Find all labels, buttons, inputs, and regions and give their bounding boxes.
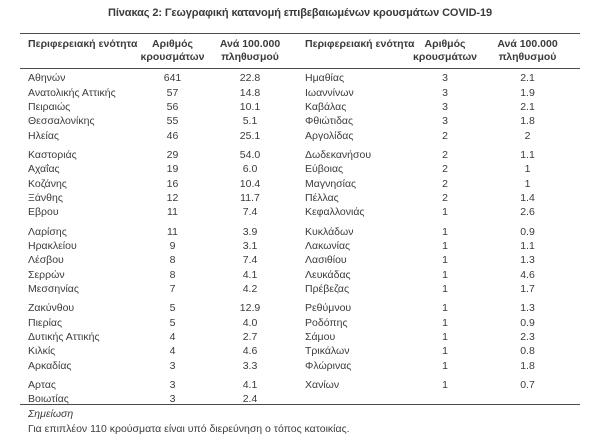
per100k-cell: 1.8 [520, 115, 535, 128]
table-title: Πίνακας 2: Γεωγραφική κατανομή επιβεβαιωμένων κρουσμάτων COVID-19 [107, 7, 493, 19]
per100k-cell: 0.9 [520, 316, 535, 329]
region-cell: Ζακύνθου [28, 302, 75, 315]
table-row [20, 330, 580, 344]
per100k-cell: 2.7 [242, 331, 258, 344]
table-row [20, 253, 580, 267]
note-label: Σημείωση [28, 408, 74, 420]
per100k-cell: 7.4 [242, 206, 258, 219]
per100k-cell: 3.9 [242, 225, 258, 238]
cases-cell: 1 [442, 268, 448, 281]
cases-cell: 4 [169, 345, 176, 358]
region-cell: Σερρών [28, 268, 65, 281]
cases-cell: 29 [166, 148, 179, 161]
region-cell: Τρικάλων [305, 345, 350, 358]
per100k-cell: 1.7 [520, 282, 535, 295]
table-row [20, 148, 580, 162]
cases-cell: 2 [442, 129, 448, 142]
per100k-cell: 0.7 [520, 379, 535, 392]
region-cell: Ρεθύμνου [305, 302, 352, 315]
header-cases-right-line2: κρουσμάτων [412, 50, 478, 63]
table-row [20, 114, 580, 128]
cases-cell: 1 [442, 331, 448, 344]
region-cell: Θεσσαλονίκης [28, 115, 95, 128]
cases-cell: 19 [166, 163, 179, 176]
header-region-left [20, 38, 140, 63]
per100k-cell: 4.0 [242, 316, 258, 329]
header-region-left-label: Περιφερειακή ενότητα [28, 38, 138, 50]
per100k-cell: 1.9 [520, 86, 535, 99]
region-cell: Κοζάνης [28, 177, 67, 190]
table-row [20, 191, 580, 205]
per100k-cell: 1.3 [520, 302, 535, 315]
table-row [20, 378, 580, 392]
cases-cell: 7 [169, 282, 176, 295]
per100k-cell: 1.1 [520, 239, 535, 252]
region-cell: Λαρίσης [28, 225, 67, 238]
table-row [20, 85, 580, 99]
header-per100k-left-line1: Ανά 100.000 [219, 38, 281, 50]
per100k-cell: 1.1 [520, 148, 535, 161]
cases-cell: 3 [169, 359, 176, 372]
per100k-cell: 2.1 [520, 72, 535, 85]
cases-cell: 5 [169, 316, 176, 329]
cases-cell: 5 [169, 302, 176, 315]
region-cell: Σάμου [305, 331, 336, 344]
cases-cell: 2 [442, 163, 448, 176]
region-cell: Κεφαλλονιάς [305, 206, 365, 219]
region-cell: Χανίων [305, 379, 340, 392]
header-cases-left [140, 38, 205, 63]
cases-cell: 3 [169, 379, 176, 392]
region-cell: Δυτικής Αττικής [28, 331, 100, 344]
per100k-cell: 6.0 [242, 163, 258, 176]
per100k-cell: 2.6 [520, 206, 535, 219]
region-cell: Πειραιώς [28, 100, 71, 113]
region-cell: Πέλλας [305, 191, 339, 204]
cases-cell: 16 [166, 177, 179, 190]
region-cell: Αχαΐας [28, 163, 60, 176]
per100k-cell: 11.7 [240, 191, 260, 204]
per100k-cell: 54.0 [239, 148, 261, 161]
per100k-cell: 2.3 [520, 331, 535, 344]
cases-cell: 2 [442, 177, 448, 190]
table-row [20, 267, 580, 281]
region-cell: Κιλκίς [28, 345, 56, 358]
table-header [20, 33, 580, 69]
region-cell: Φλώρινας [305, 359, 352, 372]
table-footer [20, 404, 580, 435]
region-cell: Φθιώτιδας [305, 115, 354, 128]
per100k-cell: 7.4 [242, 254, 258, 267]
table-row [20, 128, 580, 142]
table-row [20, 316, 580, 330]
per100k-cell: 2.4 [242, 393, 258, 406]
per100k-cell: 1.3 [520, 254, 535, 267]
cases-cell: 1 [442, 254, 448, 267]
cases-cell: 55 [166, 115, 179, 128]
cases-cell: 1 [442, 282, 448, 295]
cases-cell: 1 [442, 316, 448, 329]
per100k-cell: 4.1 [242, 379, 258, 392]
per100k-cell: 4.1 [242, 268, 258, 281]
region-cell: Δωδεκανήσου [305, 148, 372, 161]
per100k-cell: 14.8 [239, 86, 261, 99]
table-row [20, 71, 580, 85]
region-cell: Αθηνών [28, 72, 66, 85]
note-text: Για επιπλέον 110 κρούσματα είναι υπό διερεύνηση ο τόπος κατοικίας. [28, 423, 350, 435]
region-cell: Κυκλάδων [305, 225, 354, 238]
region-cell: Εύβοιας [305, 163, 344, 176]
per100k-cell: 0.9 [520, 225, 535, 238]
cases-cell: 1 [442, 302, 448, 315]
cases-cell: 56 [166, 100, 179, 113]
header-per100k-right [475, 38, 580, 63]
per100k-cell: 4.6 [242, 345, 258, 358]
region-cell: Πρέβεζας [305, 282, 350, 295]
per100k-cell: 22.8 [239, 72, 261, 85]
cases-cell: 57 [166, 86, 179, 99]
header-region-right-label: Περιφερειακή ενότητα [305, 38, 415, 50]
table-row [20, 282, 580, 296]
cases-cell: 9 [169, 239, 176, 252]
region-cell: Ηρακλείου [28, 239, 77, 252]
table-row [20, 162, 580, 176]
per100k-cell: 10.4 [239, 177, 261, 190]
header-cases-left-line1: Αριθμός [152, 38, 193, 50]
table-body [20, 69, 580, 407]
header-per100k-left [205, 38, 295, 63]
region-cell: Αρκαδίας [28, 359, 72, 372]
per100k-cell: 2 [524, 129, 531, 142]
per100k-cell: 4.2 [242, 282, 258, 295]
per100k-cell: 1 [524, 163, 531, 176]
region-cell: Πιερίας [28, 316, 63, 329]
table-row [20, 100, 580, 114]
table-row [20, 205, 580, 219]
per100k-cell: 1.8 [520, 359, 535, 372]
cases-cell: 1 [442, 359, 448, 372]
per100k-cell: 3.1 [242, 239, 258, 252]
per100k-cell: 1.4 [520, 191, 535, 204]
per100k-cell: 1 [524, 177, 531, 190]
per100k-cell: 4.6 [520, 268, 535, 281]
per100k-cell: 2.1 [520, 100, 535, 113]
region-cell: Ξάνθης [28, 191, 63, 204]
per100k-cell: 12.9 [239, 302, 261, 315]
header-region-right [295, 38, 415, 63]
region-cell: Ημαθίας [305, 72, 345, 85]
cases-cell: 1 [442, 206, 448, 219]
per100k-cell: 10.1 [239, 100, 261, 113]
header-cases-left-line2: κρουσμάτων [140, 50, 205, 63]
region-cell: Λευκάδας [305, 268, 351, 281]
region-cell: Λακωνίας [305, 239, 351, 252]
region-cell: Ανατολικής Αττικής [28, 86, 116, 99]
region-cell: Εβρου [28, 206, 59, 219]
region-cell: Καβάλας [305, 100, 347, 113]
region-cell: Αργολίδας [305, 129, 354, 142]
table-row [20, 359, 580, 373]
table-row [20, 224, 580, 238]
region-cell: Μεσσηνίας [28, 282, 79, 295]
cases-cell: 1 [442, 345, 448, 358]
per100k-cell: 5.1 [242, 115, 258, 128]
header-cases-right [412, 38, 478, 63]
region-cell: Ηλείας [28, 129, 59, 142]
table-row [20, 344, 580, 358]
region-cell: Λέσβου [28, 254, 64, 267]
cases-cell: 3 [442, 115, 448, 128]
covid-region-table [20, 33, 580, 407]
per100k-cell: 3.3 [242, 359, 258, 372]
cases-cell: 2 [442, 191, 448, 204]
cases-cell: 2 [442, 148, 448, 161]
cases-cell: 8 [169, 254, 176, 267]
region-cell: Μαγνησίας [305, 177, 357, 190]
cases-cell: 4 [169, 331, 176, 344]
header-cases-right-line1: Αριθμός [424, 38, 466, 50]
header-per100k-right-line2: πληθυσμού [498, 50, 557, 63]
cases-cell: 11 [167, 225, 178, 238]
cases-cell: 1 [442, 239, 448, 252]
cases-cell: 3 [442, 100, 448, 113]
cases-cell: 641 [163, 72, 182, 85]
header-per100k-left-line2: πληθυσμού [221, 50, 279, 63]
region-cell: Βοιωτίας [28, 393, 69, 406]
region-cell: Καστοριάς [28, 148, 77, 161]
header-per100k-right-line1: Ανά 100.000 [497, 38, 558, 50]
table-row [20, 239, 580, 253]
per100k-cell: 25.1 [239, 129, 261, 142]
cases-cell: 12 [166, 191, 179, 204]
table-row [20, 301, 580, 315]
cases-cell: 3 [442, 86, 448, 99]
cases-cell: 1 [442, 225, 448, 238]
cases-cell: 3 [169, 393, 176, 406]
table-row [20, 176, 580, 190]
region-cell: Λασιθίου [305, 254, 347, 267]
cases-cell: 1 [442, 379, 448, 392]
cases-cell: 8 [169, 268, 176, 281]
cases-cell: 3 [442, 72, 448, 85]
region-cell: Ιωαννίνων [305, 86, 354, 99]
cases-cell: 46 [166, 129, 179, 142]
region-cell: Ροδόπης [305, 316, 348, 329]
cases-cell: 11 [167, 206, 178, 219]
per100k-cell: 0.8 [520, 345, 535, 358]
region-cell: Αρτας [28, 379, 56, 392]
